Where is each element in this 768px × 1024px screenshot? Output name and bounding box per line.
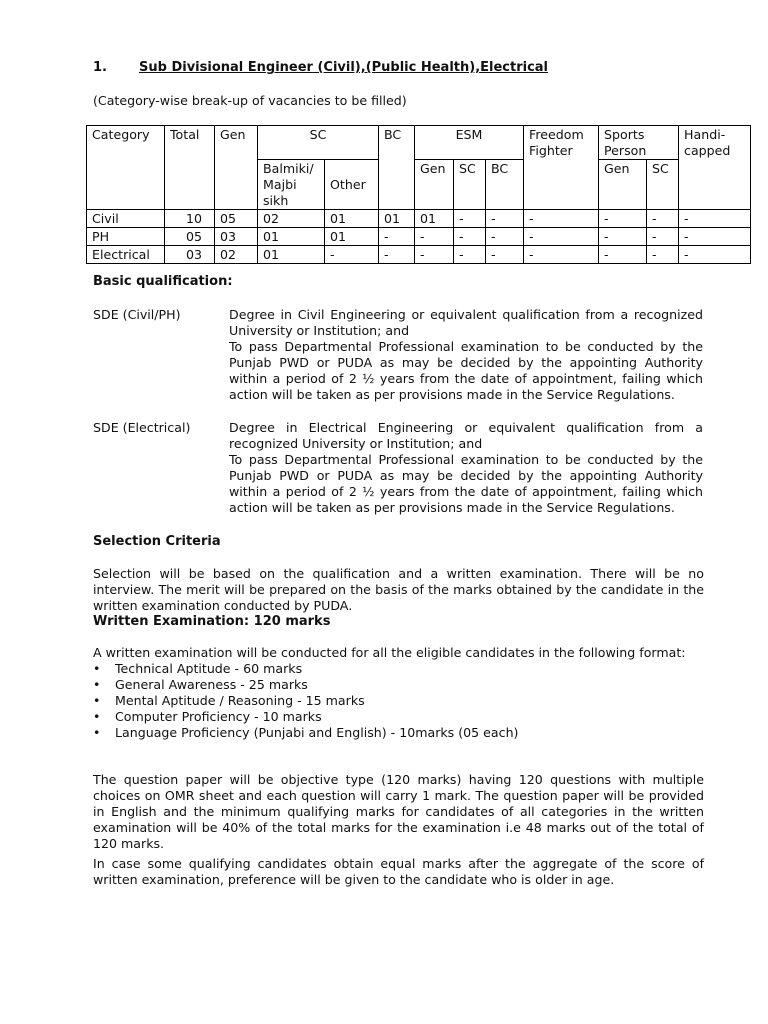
- qual-degree-text: Degree in Electrical Engineering or equivalent qualification from a recognized University or Institution; and: [229, 420, 703, 451]
- cell-sc-other: -: [325, 246, 379, 264]
- bullet-icon: •: [93, 709, 101, 724]
- tie-break-text: [93, 856, 704, 888]
- cell-esm-gen: -: [415, 228, 454, 246]
- qual-body-civil-ph: [229, 307, 703, 403]
- cell-gen: 02: [215, 246, 258, 264]
- table-header-row: [87, 126, 751, 160]
- section-heading: [93, 60, 548, 76]
- cell-bc: 01: [379, 210, 415, 228]
- header-sports-gen: Gen: [599, 160, 647, 210]
- cell-esm-gen: -: [415, 246, 454, 264]
- list-item: [93, 693, 518, 709]
- header-sc-other: Other: [325, 160, 379, 210]
- written-exam-intro: A written examination will be conducted for all the eligible candidates in the following format:: [93, 645, 686, 660]
- list-item-text: Computer Proficiency - 10 marks: [115, 709, 322, 724]
- header-category: Category: [87, 126, 165, 210]
- list-item: [93, 725, 518, 741]
- cell-category: Civil: [87, 210, 165, 228]
- list-item: [93, 677, 518, 693]
- qual-body-electrical: [229, 420, 703, 516]
- header-sc: SC: [258, 126, 379, 160]
- qual-label-electrical: SDE (Electrical): [93, 420, 191, 435]
- cell-sports-sc: -: [647, 246, 679, 264]
- cell-sc-balmiki: 02: [258, 210, 325, 228]
- header-esm: ESM: [415, 126, 524, 160]
- cell-gen: 05: [215, 210, 258, 228]
- cell-esm-sc: -: [454, 246, 486, 264]
- header-sc-balmiki: Balmiki/ Majbi sikh: [258, 160, 325, 210]
- section-number: 1.: [93, 60, 107, 75]
- selection-criteria-text: [93, 566, 704, 614]
- qual-label-civil-ph: SDE (Civil/PH): [93, 307, 181, 322]
- header-bc: BC: [379, 126, 415, 210]
- cell-sc-other: 01: [325, 228, 379, 246]
- selection-paragraph: Selection will be based on the qualification and a written examination. There will be no interview. The merit will be prepared on the basis of the marks obtained by the candidate in the written examination conducted by PUDA.: [93, 566, 704, 613]
- header-freedom-fighter: Freedom Fighter: [524, 126, 599, 210]
- cell-esm-sc: -: [454, 228, 486, 246]
- header-total: Total: [165, 126, 215, 210]
- cell-sc-balmiki: 01: [258, 228, 325, 246]
- written-exam-title: Written Examination: 120 marks: [93, 614, 331, 629]
- header-sports-person: Sports Person: [599, 126, 679, 160]
- header-esm-bc: BC: [486, 160, 524, 210]
- cell-esm-bc: -: [486, 210, 524, 228]
- bullet-icon: •: [93, 661, 101, 676]
- list-item-text: Language Proficiency (Punjabi and English) - 10marks (05 each): [115, 725, 519, 740]
- vacancy-table: [86, 125, 751, 264]
- cell-sc-balmiki: 01: [258, 246, 325, 264]
- cell-sports-sc: -: [647, 210, 679, 228]
- cell-total: 10: [165, 210, 215, 228]
- bullet-icon: •: [93, 677, 101, 692]
- marks-list: [93, 661, 518, 741]
- cell-esm-sc: -: [454, 210, 486, 228]
- qual-exam-text: To pass Departmental Professional examination to be conducted by the Punjab PWD or PUDA as may be decided by the appointing Authority within a period of 2 ½ years from the date of appointment, failing which action will be taken as per provisions made in the Service Regulations.: [229, 452, 703, 515]
- question-paper-paragraph: The question paper will be objective type (120 marks) having 120 questions with multiple choices on OMR sheet and each question will carry 1 mark. The question paper will be provided in English and the minimum qualifying marks for candidates of all categories in the written examination will be 40% of the total marks for the examination i.e 48 marks out of the total of 120 marks.: [93, 772, 704, 851]
- bullet-icon: •: [93, 725, 101, 740]
- cell-sports-gen: -: [599, 246, 647, 264]
- cell-sports-gen: -: [599, 228, 647, 246]
- cell-freedom-fighter: -: [524, 228, 599, 246]
- cell-esm-bc: -: [486, 246, 524, 264]
- bullet-icon: •: [93, 693, 101, 708]
- header-esm-sc: SC: [454, 160, 486, 210]
- table-row: [87, 228, 751, 246]
- table-caption: (Category-wise break-up of vacancies to be filled): [93, 93, 407, 108]
- qual-exam-text: To pass Departmental Professional examination to be conducted by the Punjab PWD or PUDA as may be decided by the appointing Authority within a period of 2 ½ years from the date of appointment, failing which action will be taken as per provisions made in the Service Regulations.: [229, 339, 703, 402]
- header-sports-sc: SC: [647, 160, 679, 210]
- cell-category: Electrical: [87, 246, 165, 264]
- cell-esm-gen: 01: [415, 210, 454, 228]
- qual-degree-text: Degree in Civil Engineering or equivalent qualification from a recognized University or Institution; and: [229, 307, 703, 338]
- tie-break-paragraph: In case some qualifying candidates obtain equal marks after the aggregate of the score of written examination, preference will be given to the candidate who is older in age.: [93, 856, 704, 887]
- list-item: [93, 709, 518, 725]
- table-row: [87, 246, 751, 264]
- list-item: [93, 661, 518, 677]
- cell-category: PH: [87, 228, 165, 246]
- header-gen: Gen: [215, 126, 258, 210]
- list-item-text: General Awareness - 25 marks: [115, 677, 308, 692]
- question-paper-text: [93, 772, 704, 852]
- basic-qualification-title: Basic qualification:: [93, 274, 233, 289]
- cell-esm-bc: -: [486, 228, 524, 246]
- cell-total: 05: [165, 228, 215, 246]
- list-item-text: Technical Aptitude - 60 marks: [115, 661, 303, 676]
- cell-total: 03: [165, 246, 215, 264]
- cell-gen: 03: [215, 228, 258, 246]
- section-title: Sub Divisional Engineer (Civil),(Public Health),Electrical: [139, 60, 549, 75]
- cell-handicapped: -: [679, 246, 751, 264]
- header-handicapped: Handi- capped: [679, 126, 751, 210]
- cell-handicapped: -: [679, 210, 751, 228]
- cell-bc: -: [379, 228, 415, 246]
- header-esm-gen: Gen: [415, 160, 454, 210]
- cell-sports-gen: -: [599, 210, 647, 228]
- cell-freedom-fighter: -: [524, 210, 599, 228]
- cell-handicapped: -: [679, 228, 751, 246]
- cell-freedom-fighter: -: [524, 246, 599, 264]
- cell-sc-other: 01: [325, 210, 379, 228]
- selection-criteria-title: Selection Criteria: [93, 534, 221, 549]
- list-item-text: Mental Aptitude / Reasoning - 15 marks: [115, 693, 365, 708]
- table-row: [87, 210, 751, 228]
- cell-bc: -: [379, 246, 415, 264]
- cell-sports-sc: -: [647, 228, 679, 246]
